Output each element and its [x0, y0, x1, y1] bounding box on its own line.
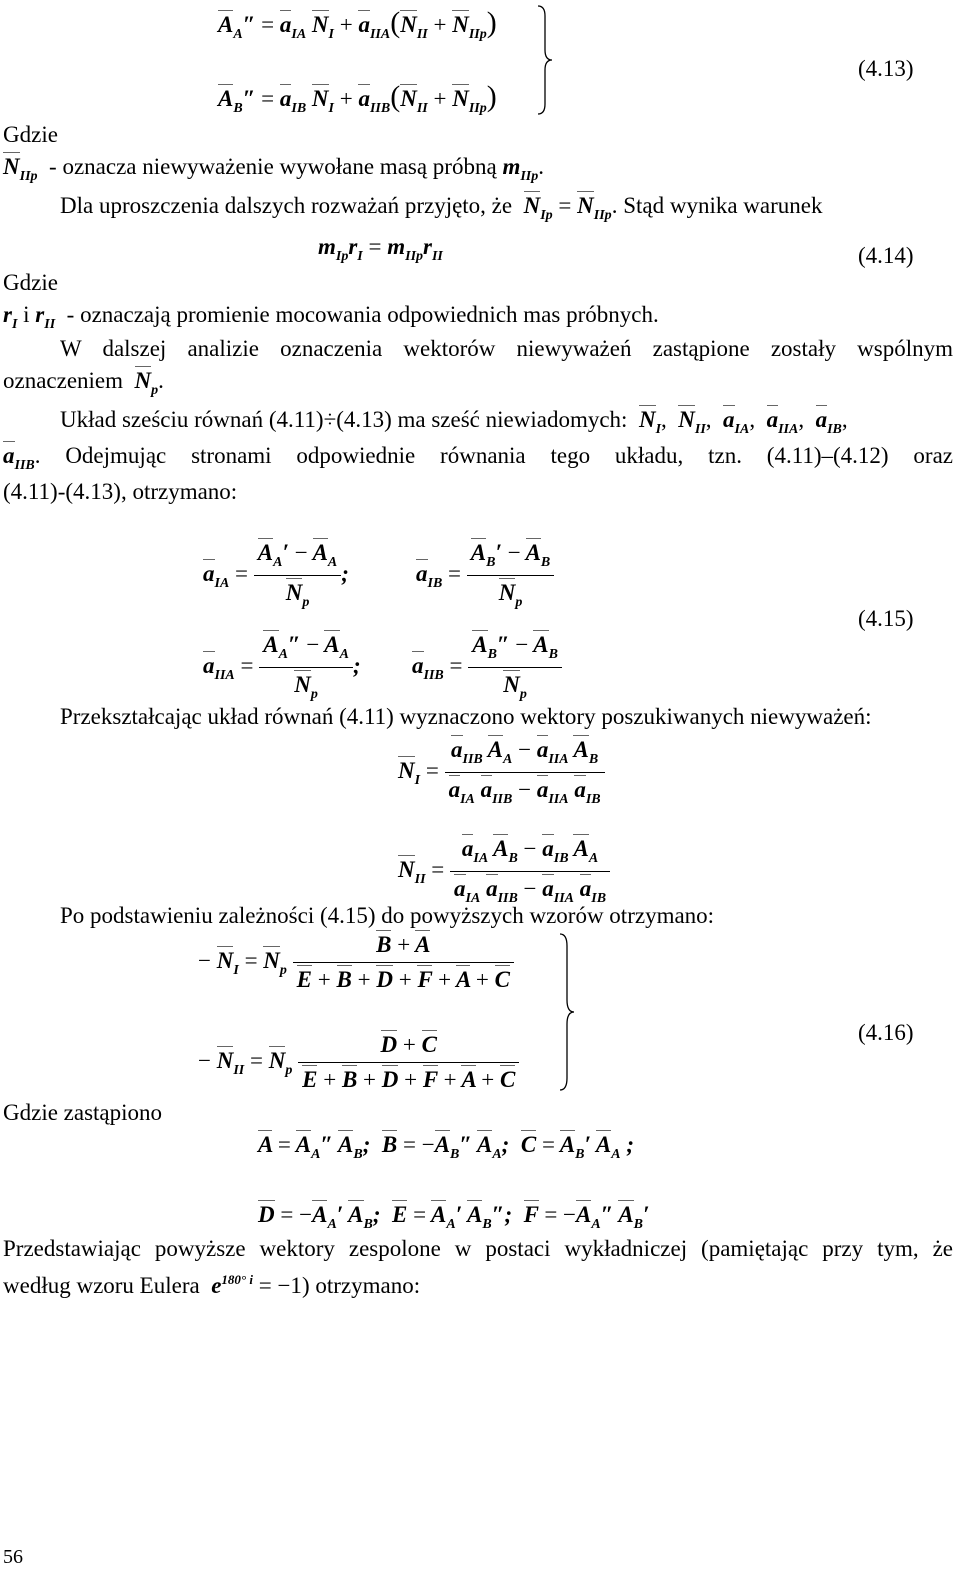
para-uklad-text: Układ sześciu równań (4.11)÷(4.13) ma sześć niewiadomych: — [60, 407, 628, 432]
eq-4-16-n-ii: − $N_{II} = N_p$ $\frac{D + C}{E + B + D + F + A + C}$ — [198, 1032, 519, 1093]
euler-line: według wzoru Eulera $e^{180^\circ i} = -1$) otrzymano: — [3, 1272, 421, 1298]
eq-n-i: $N_I$ = $\frac{a_{IIB} A_A - a_{IIA} A_B}{a_{IA} a_{IIB} - a_{IIA} a_{IB}}$ — [398, 737, 605, 808]
eq-number-4-14: (4.14) — [858, 243, 914, 268]
def-r-text: - oznaczają promienie mocowania odpowiednich mas próbnych. — [66, 302, 659, 327]
eq-4-14: $m_{Ip}r_I = m_{IIp}r_{II}$ — [318, 234, 443, 264]
simplify-text-2: . Stąd wynika warunek — [611, 193, 823, 218]
euler-text: według wzoru Eulera — [3, 1273, 200, 1298]
gdzie-zastapiono-label: Gdzie zastąpiono — [3, 1100, 163, 1125]
para-uklad-line1: Układ sześciu równań (4.11)÷(4.13) ma sześć niewiadomych: $N_I$, $N_{II}$, $a_{IA}$, $a_{IIA}$, $a_{IB}$, — [60, 407, 848, 437]
eq-4-15-a-iia: $a_{IIA}$ = $\frac{A_A'' - A_A}{N_p}$ ; — [203, 632, 361, 702]
eq-number-4-16: (4.16) — [858, 1020, 914, 1045]
eq-4-15-a-ib: $a_{IB}$ = $\frac{A_B' - A_B}{N_p}$ — [416, 540, 554, 611]
eq-4-15-a-iib: $a_{IIB}$ = $\frac{A_B'' - A_B}{N_p}$ — [412, 632, 562, 703]
def-r-i: i — [23, 302, 30, 327]
para-w-dalszej-line1: W dalszej analizie oznaczenia wektorów niewyważeń zastąpione zostały wspólnym — [60, 336, 953, 361]
para-w-dalszej-word: oznaczeniem — [3, 368, 124, 393]
euler-text-2: ) otrzymano: — [301, 1273, 421, 1298]
eq-4-13-line2: $A_B'' = a_{IB}$ $N_I + a_{IIB}(N_{II} + N_{IIp})$ — [218, 80, 497, 116]
eq-n-ii: $N_{II}$ = $\frac{a_{IA} A_B - a_{IB} A_A}{a_{IA} a_{IIB} - a_{IIA} a_{IB}}$ — [398, 836, 610, 907]
para-uklad-line3: (4.11)-(4.13), otrzymano: — [3, 479, 238, 504]
eq-substitutions-2: $D = -A_A'$ $A_B$; $E = A_A'$ $A_B''$; $F = -A_A''$ $A_B'$ — [258, 1202, 650, 1232]
simplify-line: Dla uproszczenia dalszych rozważań przyjęto, że $N_{Ip} = N_{IIp}$. Stąd wynika warunek — [60, 193, 823, 223]
right-brace-4-13 — [536, 4, 556, 116]
po-podstawieniu-line: Po podstawieniu zależności (4.15) do powyższych wzorów otrzymano: — [60, 903, 715, 928]
page-number: 56 — [3, 1546, 23, 1568]
eq-number-4-13: (4.13) — [858, 56, 914, 81]
def-nlip-line: $N_{IIp}$ - oznacza niewyważenie wywołane masą próbną $m_{IIp}$. — [3, 154, 544, 184]
eq-4-13-line1: $A_A'' = a_{IA}$ $N_I + a_{IIA}(N_{II} + N_{IIp})$ — [218, 6, 497, 42]
eq-4-15-a-ia: $a_{IA}$ = $\frac{A_A' - A_A}{N_p}$ ; — [203, 540, 349, 610]
right-brace-4-16 — [558, 932, 578, 1092]
eq-4-16-n-i: − $N_I = N_p$ $\frac{B + A}{E + B + D + F + A + C}$ — [198, 932, 514, 993]
para-uklad-text-2: . Odejmując stronami odpowiednie równania tego układu, tzn. (4.11)–(4.12) oraz — [34, 443, 953, 468]
para-uklad-line2: $a_{IIB}$. Odejmując stronami odpowiednie równania tego układu, tzn. (4.11)–(4.12) oraz — [3, 443, 953, 473]
simplify-text: Dla uproszczenia dalszych rozważań przyjęto, że — [60, 193, 513, 218]
para-w-dalszej-line2: oznaczeniem $N_p$. — [3, 368, 164, 398]
przedstawiajac-line: Przedstawiając powyższe wektory zespolone w postaci wykładniczej (pamiętając przy tym, że — [3, 1236, 953, 1261]
gdzie-label-2: Gdzie — [3, 270, 58, 295]
eq-number-4-15: (4.15) — [858, 606, 914, 631]
def-r-line: $r_I$ i $r_{II}$ - oznaczają promienie mocowania odpowiednich mas próbnych. — [3, 302, 659, 332]
gdzie-label-1: Gdzie — [3, 122, 58, 147]
eq-substitutions-1: $A = A_A''$ $A_B$; $B = -A_B''$ $A_A$; $C = A_B'$ $A_A$ ; — [258, 1132, 634, 1162]
def-nlip-text: - oznacza niewyważenie wywołane masą próbną — [49, 154, 497, 179]
przeksztalcajac-line: Przekształcając układ równań (4.11) wyznaczono wektory poszukiwanych niewyważeń: — [60, 704, 872, 729]
